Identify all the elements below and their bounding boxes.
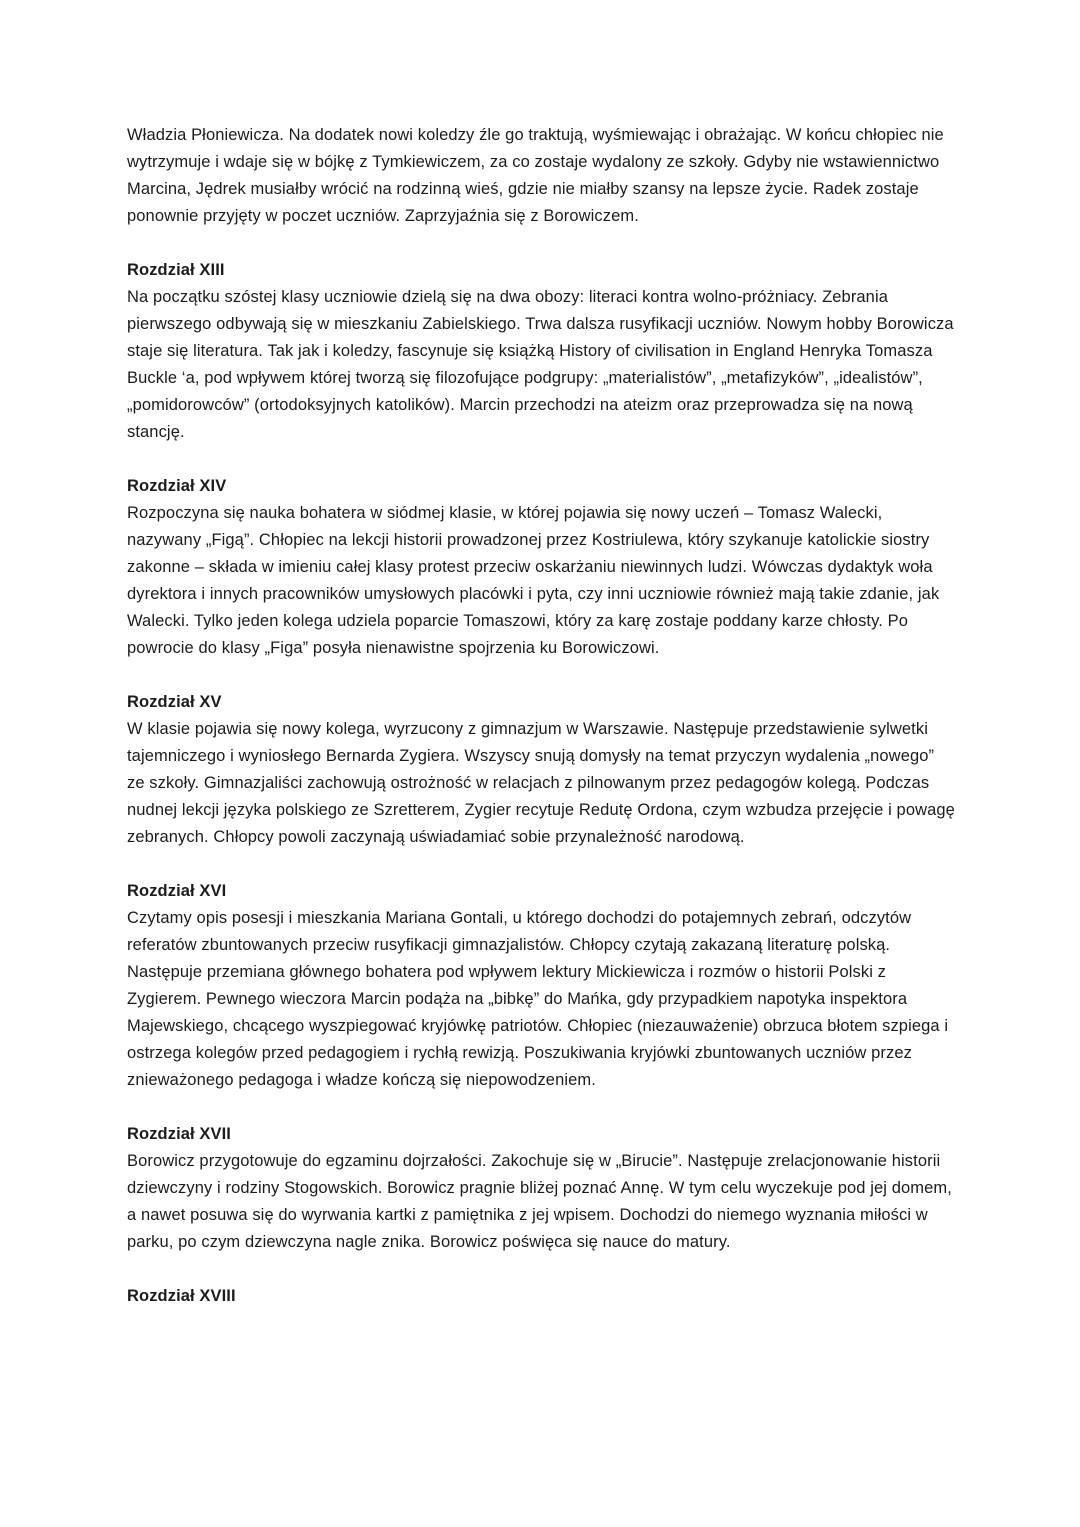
section-rozdzial-xiii <box>127 257 955 446</box>
intro-paragraph: Władzia Płoniewicza. Na dodatek nowi koledzy źle go traktują, wyśmiewając i obrażając. W końcu chłopiec nie wytrzymuje i wdaje się w bójkę z Tymkiewiczem, za co zostaje wydalony ze szkoły. Gdyby nie wstawiennictwo Marcina, Jędrek musiałby wrócić na rodzinną wieś, gdzie nie miałby szansy na lepsze życie. Radek zostaje ponownie przyjęty w poczet uczniów. Zaprzyjaźnia się z Borowiczem. <box>127 126 944 225</box>
section-paragraph: W klasie pojawia się nowy kolega, wyrzucony z gimnazjum w Warszawie. Następuje przedstawienie sylwetki tajemniczego i wyniosłego Bernarda Zygiera. Wszyscy snują domysły na temat przyczyn wydalenia „nowego” ze szkoły. Gimnazjaliści zachowują ostrożność w relacjach z pilnowanym przez pedagogów kolegą. Podczas nudnej lekcji języka polskiego ze Szretterem, Zygier recytuje Redutę Ordona, czym wzbudza przejęcie i powagę zebranych. Chłopcy powoli zaczynają uświadamiać sobie przynależność narodową. <box>127 720 955 846</box>
section-rozdzial-xviii <box>127 1283 955 1310</box>
section-heading: Rozdział XIII <box>127 261 225 279</box>
section-rozdzial-xvi <box>127 878 955 1094</box>
section-paragraph: Czytamy opis posesji i mieszkania Mariana Gontali, u którego dochodzi do potajemnych zebrań, odczytów referatów zbuntowanych przeciw rusyfikacji gimnazjalistów. Chłopcy czytają zakazaną literaturę polską. Następuje przemiana głównego bohatera pod wpływem lektury Mickiewicza i rozmów o historii Polski z Zygierem. Pewnego wieczora Marcin podąża na „bibkę” do Mańka, gdy przypadkiem napotyka inspektora Majewskiego, chcącego wyszpiegować kryjówkę patriotów. Chłopiec (niezauważenie) obrzuca błotem szpiega i ostrzega kolegów przed pedagogiem i rychłą rewizją. Poszukiwania kryjówki zbuntowanych uczniów przez znieważonego pedagoga i władze kończą się niepowodzeniem. <box>127 909 949 1089</box>
section-paragraph: Rozpoczyna się nauka bohatera w siódmej klasie, w której pojawia się nowy uczeń – Tomasz Walecki, nazywany „Figą”. Chłopiec na lekcji historii prowadzonej przez Kostriulewa, który szykanuje katolickie siostry zakonne – składa w imieniu całej klasy protest przeciw oskarżaniu niewinnych ludzi. Wówczas dydaktyk woła dyrektora i innych pracowników umysłowych placówki i pyta, czy inni uczniowie również mają takie zdanie, jak Walecki. Tylko jeden kolega udziela poparcie Tomaszowi, który za karę zostaje poddany karze chłosty. Po powrocie do klasy „Figa” posyła nienawistne spojrzenia ku Borowiczowi. <box>127 504 940 657</box>
section-heading: Rozdział XV <box>127 693 222 711</box>
section-heading: Rozdział XVIII <box>127 1287 236 1305</box>
document-text-block <box>127 122 955 1310</box>
section-heading: Rozdział XVII <box>127 1125 231 1143</box>
section-paragraph: Borowicz przygotowuje do egzaminu dojrzałości. Zakochuje się w „Birucie”. Następuje zrelacjonowanie historii dziewczyny i rodziny Stogowskich. Borowicz pragnie bliżej poznać Annę. W tym celu wyczekuje pod jej domem, a nawet posuwa się do wyrwania kartki z pamiętnika z jej wpisem. Dochodzi do niemego wyznania miłości w parku, po czym dziewczyna nagle znika. Borowicz poświęca się nauce do matury. <box>127 1152 952 1251</box>
section-heading: Rozdział XIV <box>127 477 227 495</box>
section-rozdzial-xiv <box>127 473 955 662</box>
section-heading: Rozdział XVI <box>127 882 227 900</box>
section-paragraph: Na początku szóstej klasy uczniowie dzielą się na dwa obozy: literaci kontra wolno-próżniacy. Zebrania pierwszego odbywają się w mieszkaniu Zabielskiego. Trwa dalsza rusyfikacji uczniów. Nowym hobby Borowicza staje się literatura. Tak jak i koledzy, fascynuje się książką History of civilisation in England Henryka Tomasza Buckle ‘a, pod wpływem której tworzą się filozofujące podgrupy: „materialistów”, „metafizyków”, „idealistów”, „pomidorowców” (ortodoksyjnych katolików). Marcin przechodzi na ateizm oraz przeprowadza się na nową stancję. <box>127 288 954 441</box>
section-rozdzial-xv <box>127 689 955 851</box>
section-intro <box>127 122 955 230</box>
section-rozdzial-xvii <box>127 1121 955 1256</box>
